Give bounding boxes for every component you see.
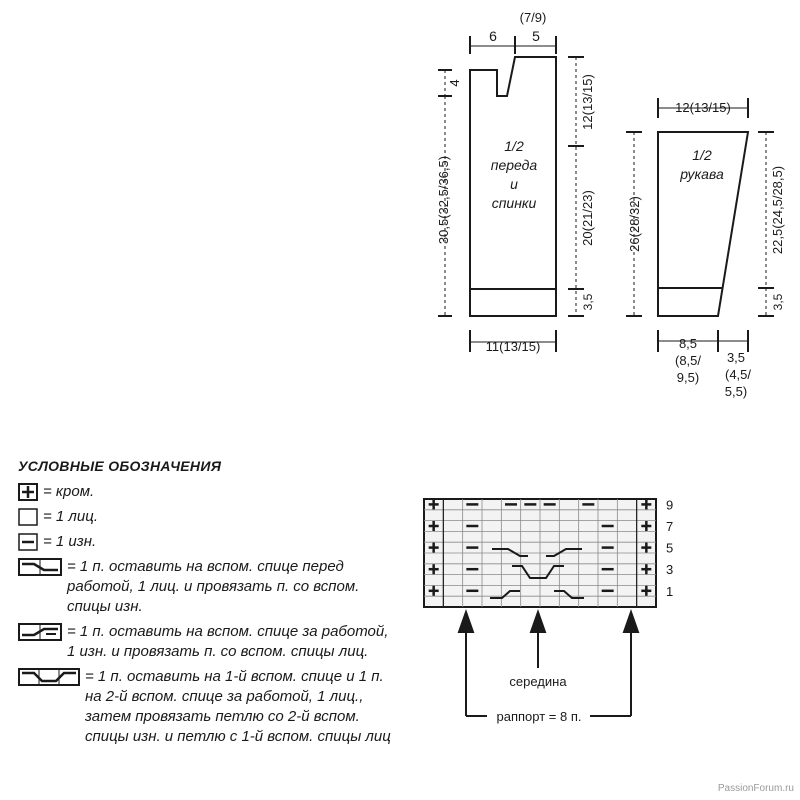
legend-item — [18, 532, 398, 552]
chart-arrows — [459, 612, 638, 716]
body-top-dim-right: 5 — [532, 28, 540, 44]
sleeve-right-height-dim: 22,5(24,5/28,5) — [770, 165, 785, 255]
edge-stitch-icon — [18, 483, 38, 501]
legend-item-text: = 1 п. оставить на вспом. спице перед работой, 1 лиц. и провязать п. со вспом. спицы изн. — [67, 558, 360, 615]
legend-item — [18, 622, 398, 662]
sleeve-top-width-dim: 12(13/15) — [675, 100, 731, 115]
row-number: 1 — [666, 583, 674, 599]
sleeve-bottom-left-dim — [675, 336, 701, 385]
sleeve-bottom-right-dim-line: (4,5/ — [724, 367, 752, 382]
cable-back-icon — [18, 623, 62, 641]
sleeve-title — [679, 147, 724, 182]
body-title — [491, 138, 538, 211]
legend-item — [18, 667, 398, 747]
legend-item — [18, 507, 398, 527]
legend-item-text: = 1 п. оставить на вспом. спице за работой, 1 изн. и провязать п. со вспом. спицы лиц. — [67, 623, 389, 660]
sleeve-bottom-left-dim-line: 8,5 — [678, 336, 698, 351]
knit-stitch-icon — [18, 508, 38, 526]
body-top-dim-left: 6 — [489, 28, 497, 44]
body-title-line: спинки — [491, 195, 537, 211]
cable-front-icon — [18, 558, 62, 576]
sleeve-title-line: 1/2 — [692, 147, 712, 163]
legend-item-text: = 1 изн. — [43, 533, 97, 550]
legend-item-text: = 1 лиц. — [43, 508, 98, 525]
legend-item-text: = 1 п. оставить на 1-й вспом. спице и 1 п. на 2-й вспом. спице за работой, 1 лиц., затем провязать петлю со 2-й вспом. спицы изн. и петлю с 1-й вспом. спицы лиц — [85, 668, 391, 745]
purl-stitch-icon — [18, 533, 38, 551]
body-top-dim-above: (7/9) — [519, 10, 547, 25]
sleeve-title-line: рукава — [680, 166, 724, 182]
sleeve-bottom-right-dim-line: 5,5) — [724, 384, 748, 399]
arrow-up-icon — [531, 612, 545, 632]
body-bottom-width-dim: 11(13/15) — [485, 339, 541, 354]
legend-item-text: = кром. — [43, 483, 95, 500]
sleeve-schematic — [626, 98, 774, 352]
legend-item — [18, 482, 398, 502]
sleeve-rib-dim: 3,5 — [771, 293, 785, 311]
repeat-label: раппорт = 8 п. — [496, 709, 582, 724]
cable-double-icon — [18, 668, 80, 686]
body-shoulder-dim: 4 — [447, 79, 462, 87]
row-number: 3 — [666, 562, 674, 578]
sleeve-bottom-right-dim — [725, 350, 752, 399]
legend-item — [18, 557, 398, 617]
body-side-dim: 20(21/23) — [580, 190, 595, 246]
row-number: 9 — [666, 497, 674, 513]
body-title-line: 1/2 — [504, 138, 524, 154]
body-rib-dim: 3,5 — [581, 293, 595, 311]
watermark: PassionForum.ru — [717, 783, 794, 794]
body-title-line: и — [510, 176, 518, 192]
sleeve-bottom-left-dim-line: (8,5/ — [674, 353, 702, 368]
stitch-chart — [424, 497, 673, 607]
body-armhole-dim: 12(13/15) — [580, 74, 595, 130]
row-number: 5 — [666, 540, 674, 556]
sleeve-bottom-right-dim-line: 3,5 — [726, 350, 746, 365]
sleeve-bottom-left-dim-line: 9,5) — [676, 370, 700, 385]
body-title-line: переда — [490, 157, 538, 173]
center-label: середина — [509, 674, 567, 689]
legend — [18, 456, 398, 752]
arrow-up-icon — [624, 612, 638, 632]
row-number: 7 — [666, 519, 674, 534]
arrow-up-icon — [459, 612, 473, 632]
legend-title: УСЛОВНЫЕ ОБОЗНАЧЕНИЯ — [18, 458, 222, 474]
body-total-height-dim: 30,5(32,5/36,5) — [436, 155, 451, 245]
sleeve-left-height-dim: 26(28/32) — [627, 196, 642, 252]
